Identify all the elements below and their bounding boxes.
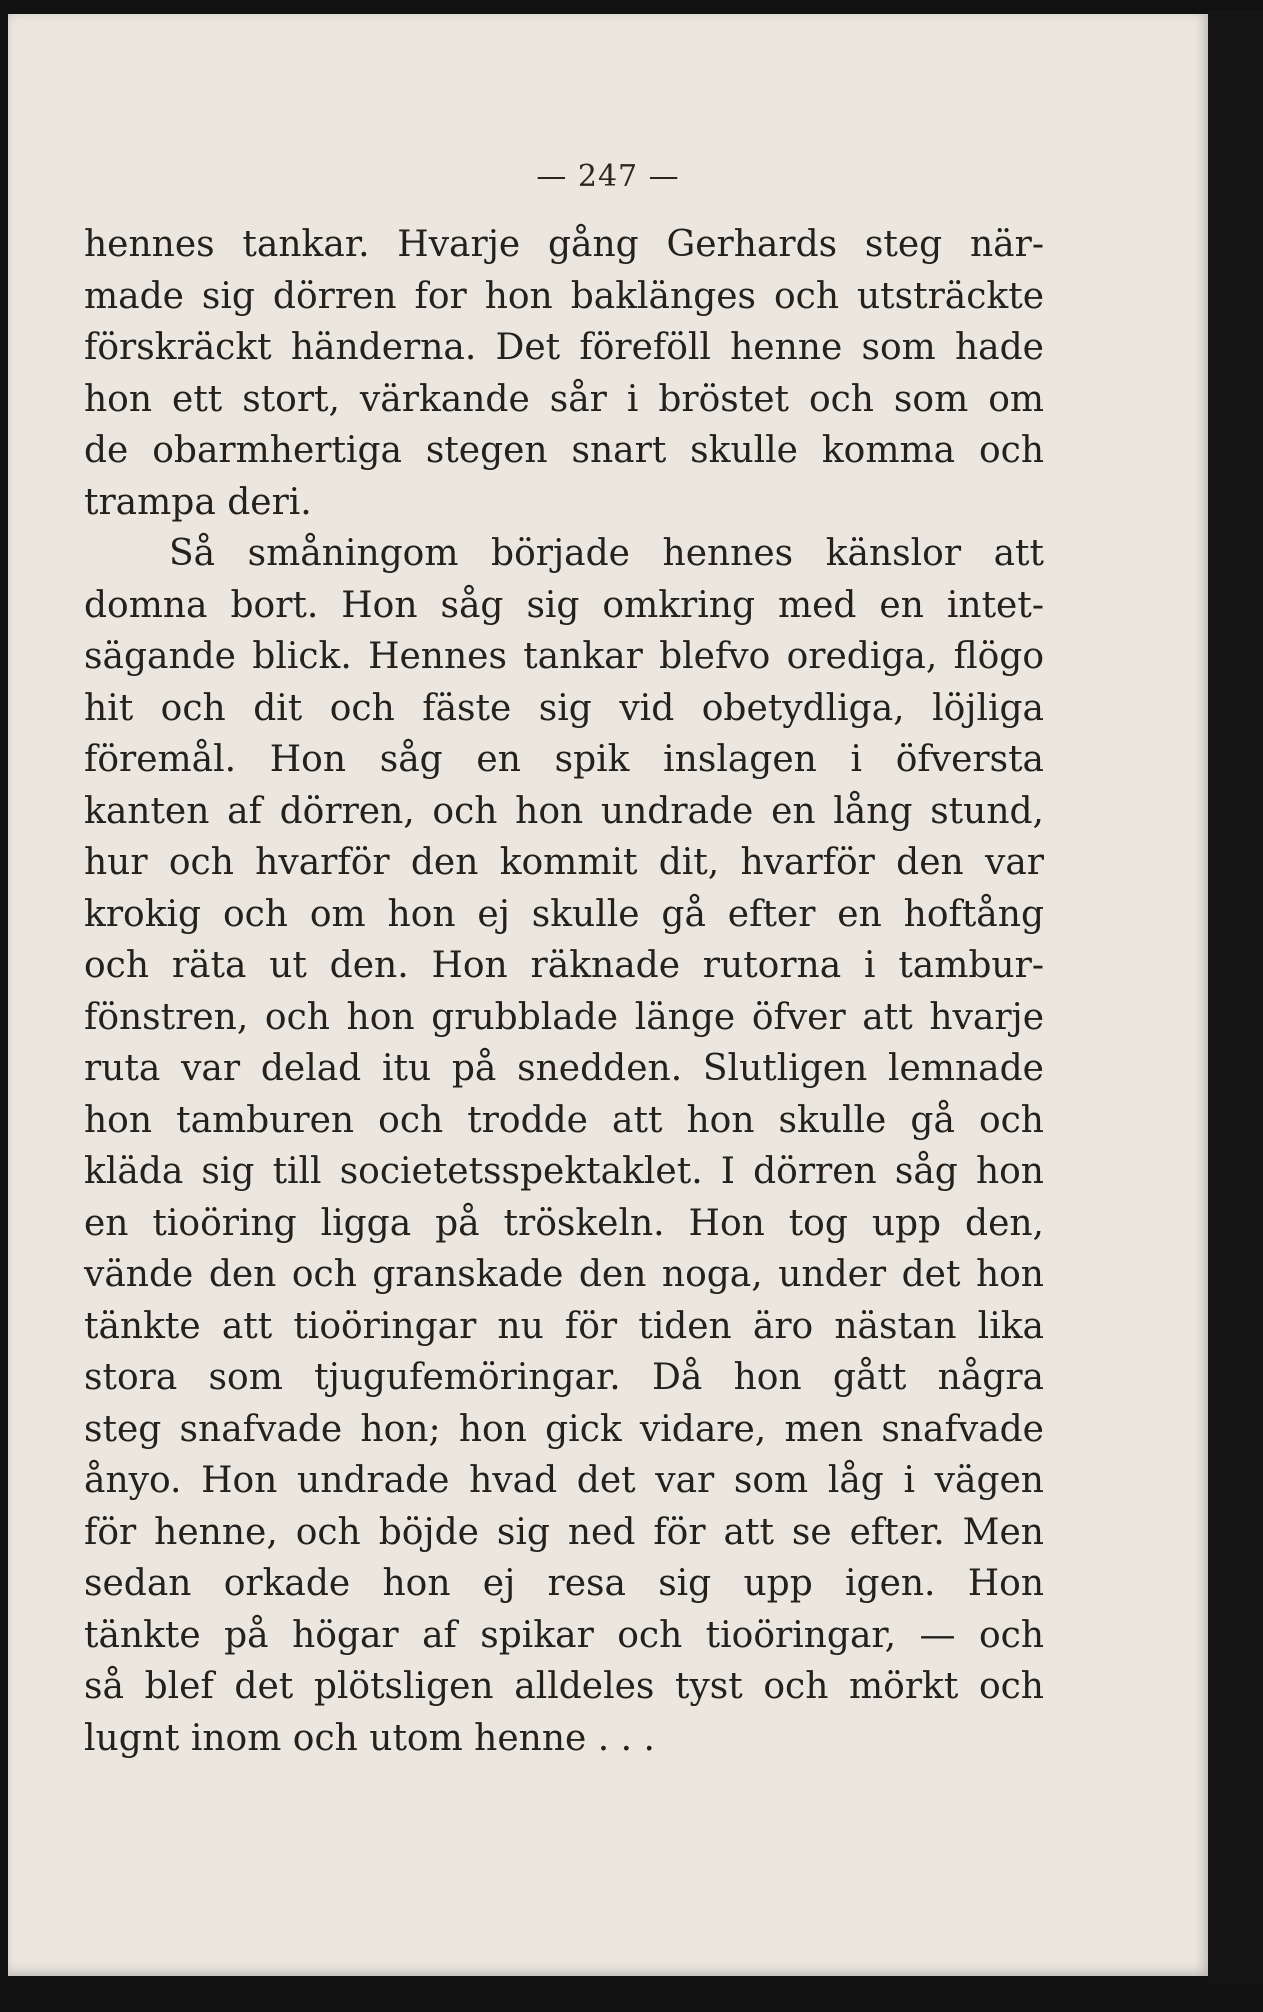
text-line: föremål. Hon såg en spik inslagen i öfversta (84, 739, 1044, 780)
text-line: steg snafvade hon; hon gick vidare, men snafvade (84, 1408, 1044, 1450)
text-line: kläda sig till societetsspektaklet. I dörren såg hon (84, 1151, 1044, 1192)
text-line: vände den och granskade den noga, under det hon (84, 1254, 1044, 1295)
text-line: ruta var delad itu på snedden. Slutligen lemnade (84, 1048, 1044, 1089)
text-line: de obarmhertiga stegen snart skulle komma och (84, 430, 1044, 471)
text-line: sägande blick. Hennes tankar blefvo orediga, flögo (84, 636, 1044, 677)
text-line: hennes tankar. Hvarje gång Gerhards steg när- (84, 224, 1044, 265)
text-line: kanten af dörren, och hon undrade en lång stund, (84, 790, 1044, 832)
text-line: hon ett stort, värkande sår i bröstet och som om (84, 378, 1044, 420)
page-number: — 247 — (536, 159, 680, 194)
text-line: stora som tjugufemöringar. Då hon gått några (84, 1357, 1044, 1398)
text-line: ånyo. Hon undrade hvad det var som låg i vägen (84, 1460, 1044, 1501)
text-line: lugnt inom och utom henne . . . (84, 1717, 655, 1759)
text-line: trampa deri. (84, 481, 312, 523)
text-line: fönstren, och hon grubblade länge öfver att hvarje (84, 996, 1044, 1038)
text-line: Så småningom började hennes känslor att (169, 533, 1044, 574)
text-line: tänkte att tioöringar nu för tiden äro nästan lika (84, 1305, 1044, 1347)
text-line: så blef det plötsligen alldeles tyst och mörkt och (84, 1666, 1044, 1707)
text-line: hur och hvarför den kommit dit, hvarför den var (84, 842, 1044, 883)
text-line: domna bort. Hon såg sig omkring med en intet- (84, 584, 1044, 626)
page-edge-shadow (1208, 10, 1263, 1985)
body-text (84, 219, 1044, 1764)
text-line: för henne, och böjde sig ned för att se efter. Men (84, 1511, 1044, 1553)
text-line: hit och dit och fäste sig vid obetydliga, löjliga (84, 687, 1044, 729)
text-line: förskräckt händerna. Det föreföll henne som hade (84, 327, 1044, 368)
text-line: tänkte på högar af spikar och tioöringar, — och (84, 1614, 1044, 1656)
text-line: och räta ut den. Hon räknade rutorna i tambur- (84, 945, 1044, 986)
text-line: sedan orkade hon ej resa sig upp igen. Hon (84, 1563, 1044, 1604)
text-line: krokig och om hon ej skulle gå efter en hoftång (84, 893, 1044, 935)
text-line: made sig dörren for hon baklänges och utsträckte (84, 275, 1044, 317)
book-page (8, 14, 1208, 1976)
text-line: hon tamburen och trodde att hon skulle gå och (84, 1099, 1044, 1141)
text-line: en tioöring ligga på tröskeln. Hon tog upp den, (84, 1202, 1044, 1244)
